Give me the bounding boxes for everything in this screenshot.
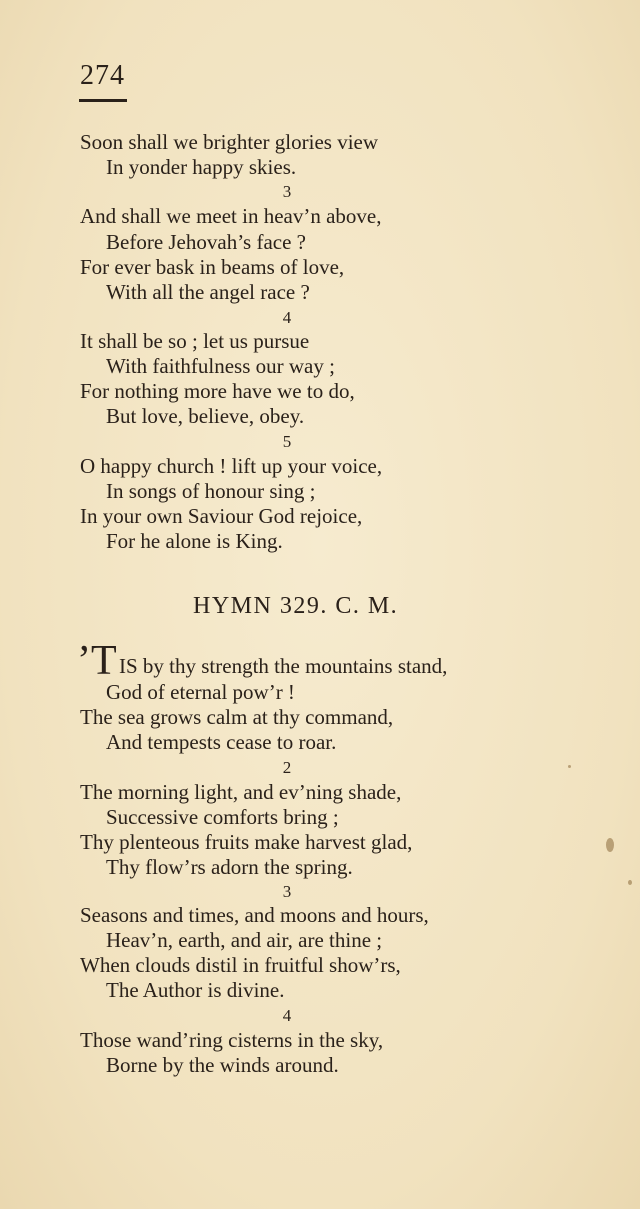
- page-number: 274: [80, 60, 125, 91]
- verse-number: 2: [282, 758, 292, 777]
- verse-line: The Author is divine.: [106, 978, 285, 1002]
- verse-line: For nothing more have we to do,: [80, 379, 355, 403]
- verse-line: The morning light, and ev’ning shade,: [80, 780, 402, 804]
- verse-line: O happy church ! lift up your voice,: [80, 454, 383, 478]
- verse-line: For he alone is King.: [106, 529, 283, 553]
- verse-line: IS by thy strength the mountains stand,: [119, 654, 448, 678]
- verse-number: 3: [282, 882, 292, 901]
- verse-line: Thy plenteous fruits make harvest glad,: [80, 830, 413, 854]
- drop-cap: ’T: [77, 638, 117, 684]
- verse-line: Seasons and times, and moons and hours,: [80, 903, 429, 927]
- verse-number: 3: [282, 182, 292, 201]
- hymn-title: HYMN 329. C. M.: [193, 593, 399, 619]
- paper-stain: [628, 880, 632, 885]
- verse-line: And tempests cease to roar.: [106, 730, 337, 754]
- verse-line: With faithfulness our way ;: [106, 354, 335, 378]
- verse-line: In yonder happy skies.: [106, 155, 297, 179]
- paper-stain: [606, 838, 614, 852]
- verse-line: God of eternal pow’r !: [106, 680, 295, 704]
- verse-number: 4: [282, 1006, 292, 1025]
- paper-stain: [568, 765, 571, 768]
- verse-number: 4: [282, 308, 292, 327]
- verse-line: Borne by the winds around.: [106, 1053, 339, 1077]
- verse-line: The sea grows calm at thy command,: [80, 705, 394, 729]
- verse-number: 5: [282, 432, 292, 451]
- verse-line: Thy flow’rs adorn the spring.: [106, 855, 353, 879]
- verse-line: Successive comforts bring ;: [106, 805, 339, 829]
- verse-line: In your own Saviour God rejoice,: [80, 504, 363, 528]
- verse-line: With all the angel race ?: [106, 280, 310, 304]
- verse-line: It shall be so ; let us pursue: [80, 329, 310, 353]
- verse-line: When clouds distil in fruitful show’rs,: [80, 953, 401, 977]
- verse-line: But love, believe, obey.: [106, 404, 305, 428]
- verse-line: Heav’n, earth, and air, are thine ;: [106, 928, 383, 952]
- page-number-rule: [79, 99, 127, 102]
- verse-line: Those wand’ring cisterns in the sky,: [80, 1028, 384, 1052]
- verse-line: For ever bask in beams of love,: [80, 255, 345, 279]
- verse-line: In songs of honour sing ;: [106, 479, 316, 503]
- verse-line: And shall we meet in heav’n above,: [80, 204, 382, 228]
- verse-line: Before Jehovah’s face ?: [106, 230, 306, 254]
- verse-line: Soon shall we brighter glories view: [80, 130, 379, 154]
